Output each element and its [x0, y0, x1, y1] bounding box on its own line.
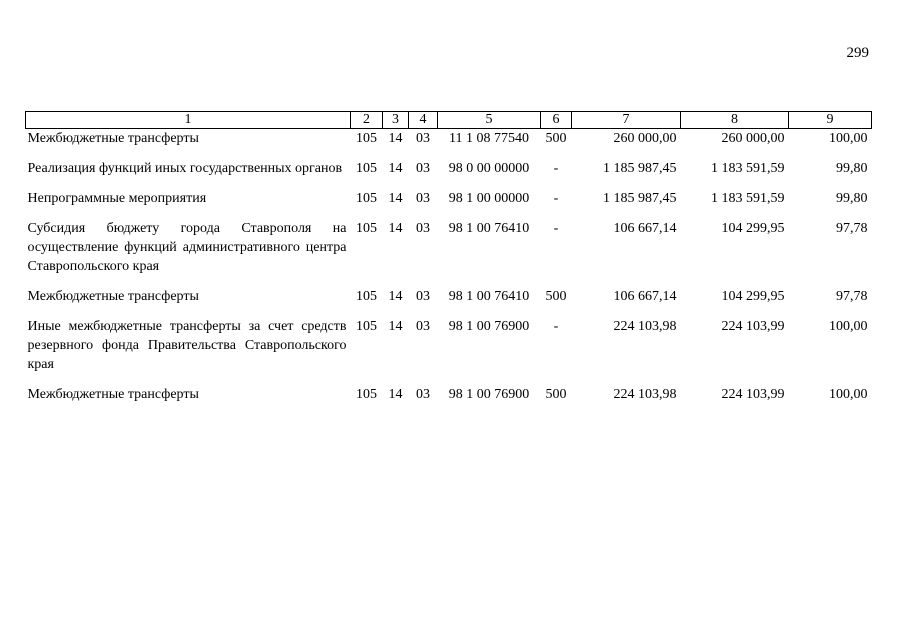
- header-row: [26, 112, 872, 129]
- header-cell: 9: [789, 112, 872, 129]
- cell-percent: 99,80: [836, 161, 868, 176]
- row-name: Непрограммные мероприятия: [27, 191, 207, 206]
- cell-section: 14: [388, 319, 403, 334]
- budget-table: [25, 111, 872, 404]
- cell-section: 14: [388, 131, 403, 146]
- cell-ministry: 105: [356, 221, 377, 236]
- cell-plan: 1 185 987,45: [603, 191, 677, 206]
- cell-section: 14: [388, 387, 403, 402]
- header-cell: 5: [438, 112, 541, 129]
- cell-plan: 1 185 987,45: [603, 161, 677, 176]
- cell-executed: 1 183 591,59: [711, 191, 785, 206]
- cell-target: 98 1 00 76410: [448, 221, 530, 236]
- cell-ministry: 105: [356, 289, 377, 304]
- header-cell: 6: [541, 112, 572, 129]
- cell-target: 98 1 00 76410: [448, 289, 530, 304]
- cell-executed: 104 299,95: [721, 221, 785, 236]
- cell-executed: 104 299,95: [721, 289, 785, 304]
- row-name: Межбюджетные трансферты: [27, 289, 199, 304]
- cell-section: 14: [388, 161, 403, 176]
- cell-section: 14: [388, 191, 403, 206]
- cell-percent: 99,80: [836, 191, 868, 206]
- table-row: [26, 129, 872, 158]
- cell-subsection: 03: [416, 387, 430, 402]
- header-cell: 8: [681, 112, 789, 129]
- cell-percent: 100,00: [829, 131, 868, 146]
- header-cell: 3: [383, 112, 409, 129]
- cell-executed: 224 103,99: [721, 387, 785, 402]
- cell-percent: 97,78: [836, 221, 868, 236]
- cell-executed: 260 000,00: [721, 131, 785, 146]
- cell-plan: 224 103,98: [613, 319, 677, 334]
- cell-executed: 224 103,99: [721, 319, 785, 334]
- cell-ministry: 105: [356, 191, 377, 206]
- cell-section: 14: [388, 289, 403, 304]
- cell-subsection: 03: [416, 319, 430, 334]
- cell-expense-type: 500: [545, 387, 567, 402]
- cell-expense-type: 500: [545, 131, 567, 146]
- cell-subsection: 03: [416, 221, 430, 236]
- row-name: Межбюджетные трансферты: [27, 131, 199, 146]
- row-name: Субсидия бюджету города Ставрополя на осуществление функций административного центра Ставропольского края: [27, 221, 347, 274]
- cell-ministry: 105: [356, 387, 377, 402]
- cell-plan: 224 103,98: [613, 387, 677, 402]
- cell-subsection: 03: [416, 289, 430, 304]
- cell-plan: 260 000,00: [613, 131, 677, 146]
- cell-plan: 106 667,14: [613, 289, 677, 304]
- cell-subsection: 03: [416, 131, 430, 146]
- cell-percent: 100,00: [829, 387, 868, 402]
- cell-expense-type: -: [553, 161, 559, 176]
- table-row: [26, 217, 872, 285]
- cell-subsection: 03: [416, 191, 430, 206]
- cell-percent: 97,78: [836, 289, 868, 304]
- cell-target: 11 1 08 77540: [449, 131, 529, 146]
- cell-ministry: 105: [356, 319, 377, 334]
- row-name: Межбюджетные трансферты: [27, 387, 199, 402]
- row-name: Реализация функций иных государственных органов: [27, 161, 343, 176]
- cell-executed: 1 183 591,59: [711, 161, 785, 176]
- table-row: [26, 383, 872, 404]
- cell-percent: 100,00: [829, 319, 868, 334]
- cell-expense-type: -: [553, 319, 559, 334]
- page-number: 299: [846, 45, 869, 61]
- header-cell: 1: [26, 112, 351, 129]
- cell-expense-type: 500: [545, 289, 567, 304]
- cell-subsection: 03: [416, 161, 430, 176]
- cell-target: 98 1 00 76900: [448, 387, 530, 402]
- table-row: [26, 315, 872, 383]
- header-cell: 4: [409, 112, 438, 129]
- cell-ministry: 105: [356, 161, 377, 176]
- table-row: [26, 187, 872, 217]
- cell-plan: 106 667,14: [613, 221, 677, 236]
- row-name: Иные межбюджетные трансферты за счет средств резервного фонда Правительства Ставропольского края: [27, 319, 347, 372]
- header-cell: 2: [351, 112, 383, 129]
- cell-target: 98 1 00 00000: [448, 191, 530, 206]
- table-row: [26, 285, 872, 315]
- header-cell: 7: [572, 112, 681, 129]
- table-row: [26, 157, 872, 187]
- cell-target: 98 0 00 00000: [448, 161, 530, 176]
- cell-target: 98 1 00 76900: [448, 319, 530, 334]
- cell-section: 14: [388, 221, 403, 236]
- cell-ministry: 105: [356, 131, 377, 146]
- cell-expense-type: -: [553, 221, 559, 236]
- cell-expense-type: -: [553, 191, 559, 206]
